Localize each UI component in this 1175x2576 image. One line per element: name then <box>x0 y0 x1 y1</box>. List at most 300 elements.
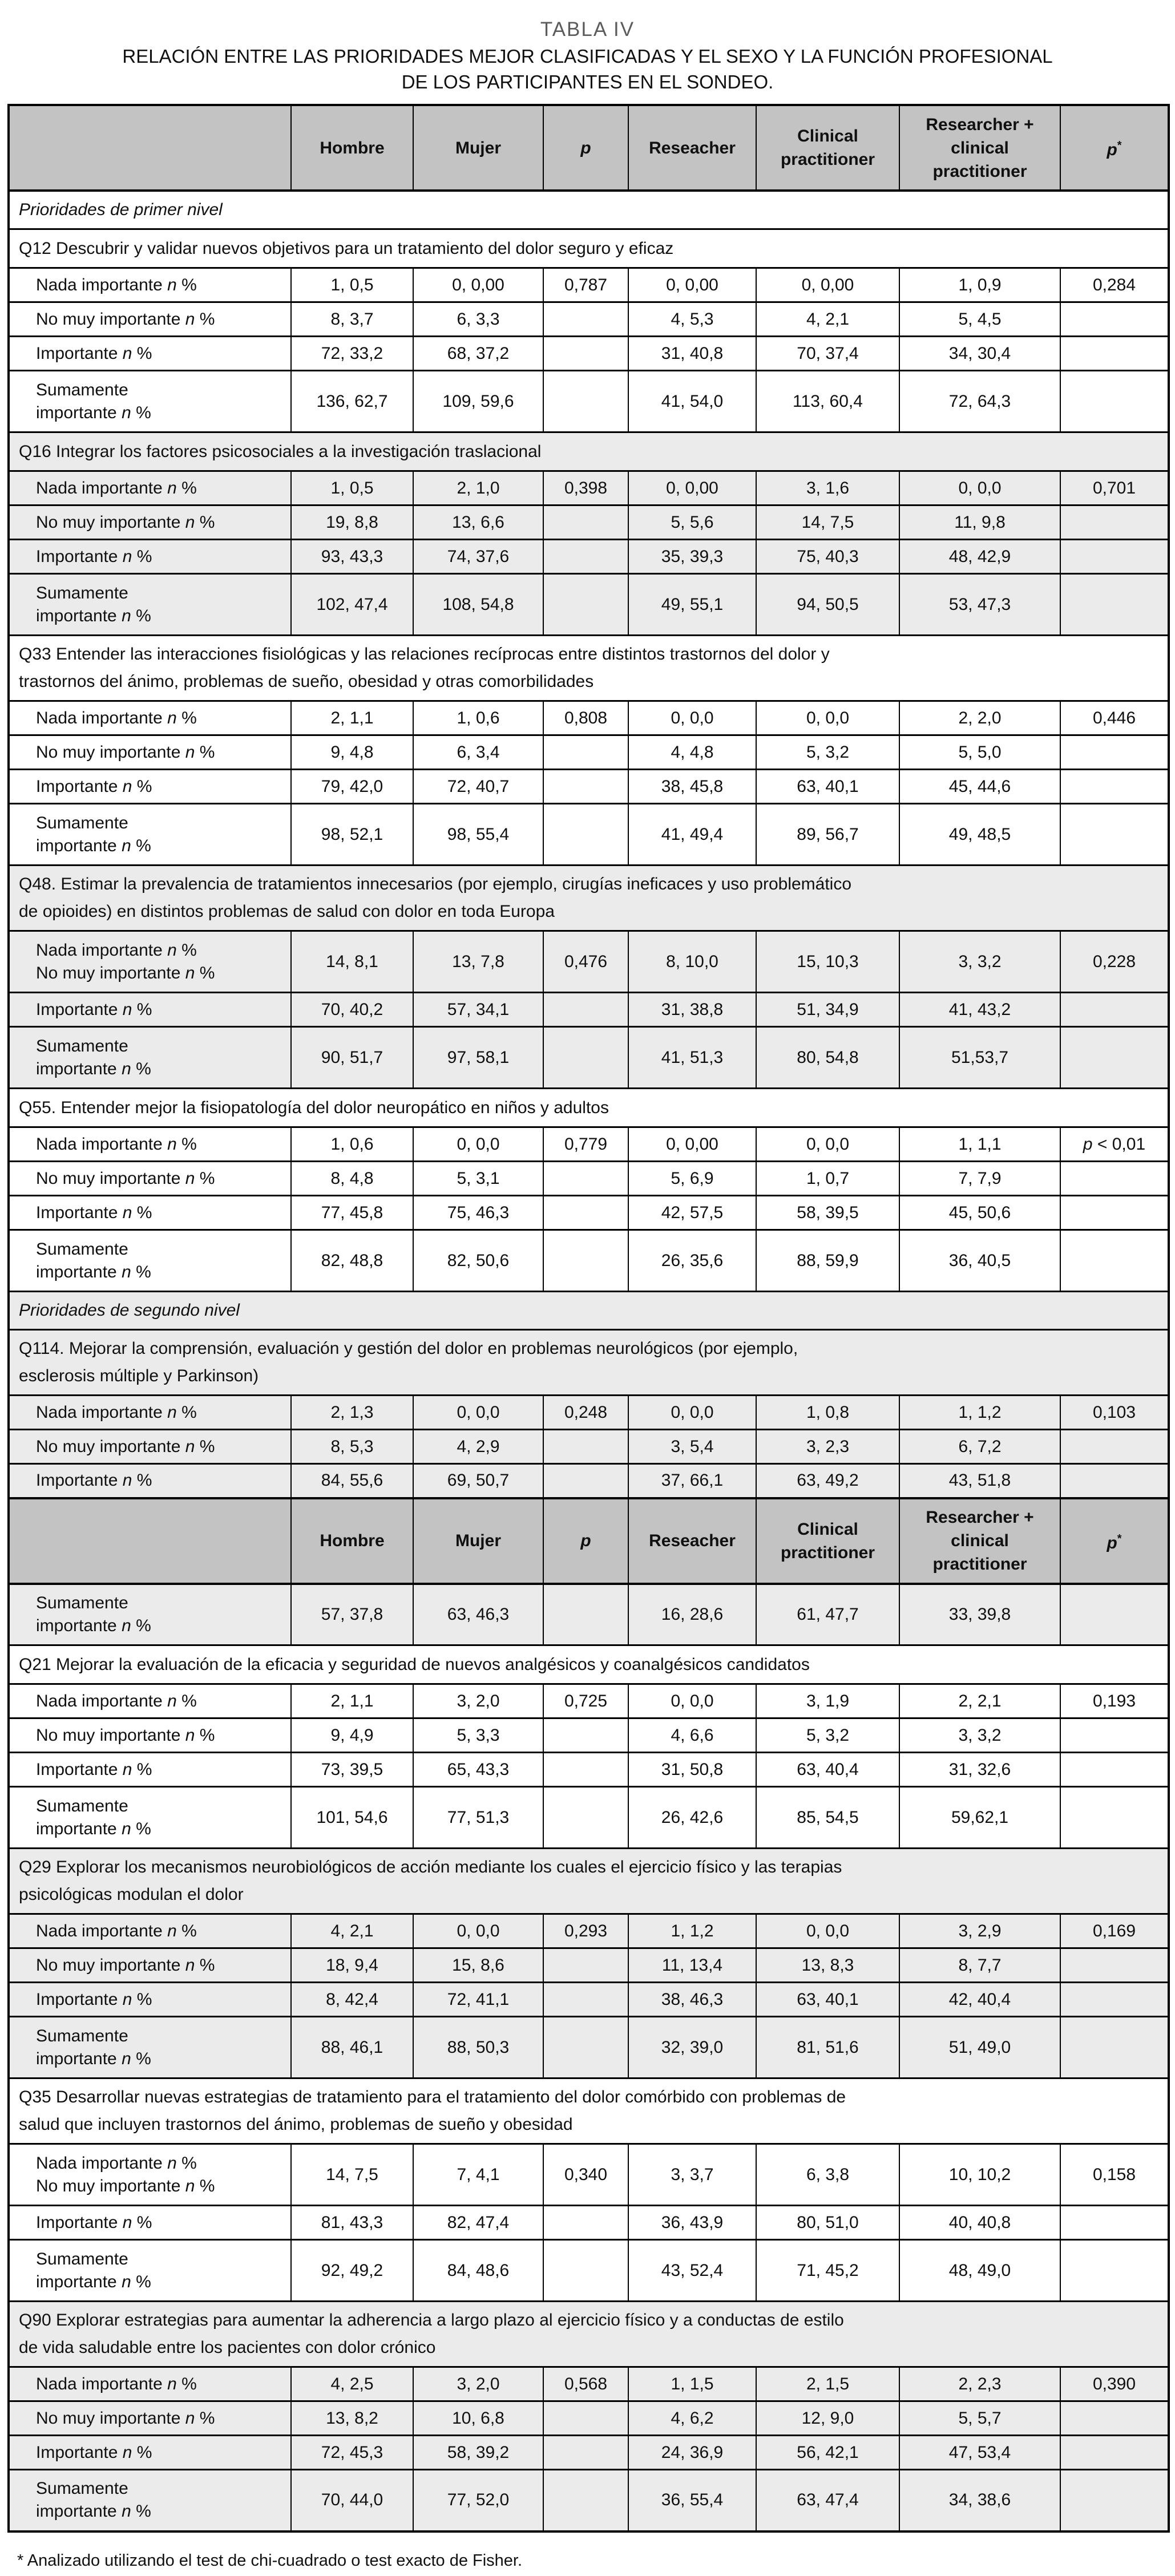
question-title: Q90 Explorar estrategias para aumentar la adherencia a largo plazo al ejercicio físico y a conductas de estilo de vida saludable entre los pacientes con dolor crónico <box>9 2302 1169 2367</box>
row-label: No muy importante n % <box>9 2401 291 2436</box>
value-cell <box>543 804 628 866</box>
value-cell <box>1060 574 1169 636</box>
value-cell: 92, 49,2 <box>291 2240 413 2302</box>
question-title-row <box>9 1645 1169 1684</box>
value-cell: 8, 7,7 <box>899 1948 1060 1983</box>
value-cell: 0, 0,0 <box>899 471 1060 506</box>
value-cell <box>543 1584 628 1645</box>
value-cell: 69, 50,7 <box>413 1464 543 1498</box>
data-row <box>9 1718 1169 1753</box>
value-cell: 4, 2,1 <box>291 1914 413 1948</box>
data-row <box>9 1914 1169 1948</box>
value-cell <box>1060 1430 1169 1464</box>
value-cell: 48, 42,9 <box>899 540 1060 574</box>
data-row <box>9 931 1169 993</box>
value-cell: 94, 50,5 <box>756 574 899 636</box>
value-cell: 81, 43,3 <box>291 2206 413 2240</box>
value-cell: 7, 7,9 <box>899 1162 1060 1196</box>
value-cell: 88, 46,1 <box>291 2017 413 2078</box>
data-row <box>9 540 1169 574</box>
data-row <box>9 302 1169 337</box>
column-header: p <box>543 105 628 191</box>
value-cell: 79, 42,0 <box>291 770 413 804</box>
value-cell: 5, 6,9 <box>628 1162 756 1196</box>
value-cell: 72, 64,3 <box>899 371 1060 432</box>
question-title: Q29 Explorar los mecanismos neurobiológicos de acción mediante los cuales el ejercicio físico y las terapias psicológicas modulan el dolor <box>9 1849 1169 1914</box>
value-cell: 0,398 <box>543 471 628 506</box>
table-title-line-2: DE LOS PARTICIPANTES EN EL SONDEO. <box>401 71 774 92</box>
value-cell: 63, 40,4 <box>756 1753 899 1787</box>
value-cell: 14, 7,5 <box>291 2144 413 2206</box>
data-row <box>9 1684 1169 1718</box>
value-cell: 14, 8,1 <box>291 931 413 993</box>
row-label: No muy importante n % <box>9 1718 291 1753</box>
value-cell <box>543 506 628 540</box>
value-cell: 0, 0,0 <box>413 1914 543 1948</box>
data-row <box>9 268 1169 302</box>
value-cell: 82, 47,4 <box>413 2206 543 2240</box>
value-cell: 80, 51,0 <box>756 2206 899 2240</box>
results-table <box>7 104 1170 2533</box>
value-cell: 53, 47,3 <box>899 574 1060 636</box>
value-cell: 26, 42,6 <box>628 1787 756 1849</box>
value-cell: 57, 34,1 <box>413 993 543 1027</box>
value-cell: 0,779 <box>543 1127 628 1162</box>
column-header: Mujer <box>413 105 543 191</box>
value-cell: 82, 48,8 <box>291 1230 413 1292</box>
column-header: p* <box>1060 105 1169 191</box>
value-cell <box>1060 1196 1169 1230</box>
value-cell: 33, 39,8 <box>899 1584 1060 1645</box>
value-cell: 43, 51,8 <box>899 1464 1060 1498</box>
question-title-row <box>9 636 1169 701</box>
value-cell: 42, 40,4 <box>899 1983 1060 2017</box>
value-cell <box>1060 770 1169 804</box>
value-cell: 13, 8,2 <box>291 2401 413 2436</box>
value-cell: 47, 53,4 <box>899 2436 1060 2470</box>
row-label: Sumamente importante n % <box>9 1787 291 1849</box>
value-cell: 13, 8,3 <box>756 1948 899 1983</box>
value-cell: 0,390 <box>1060 2367 1169 2401</box>
value-cell: 32, 39,0 <box>628 2017 756 2078</box>
value-cell: 0,787 <box>543 268 628 302</box>
row-label: Importante n % <box>9 2436 291 2470</box>
value-cell: 81, 51,6 <box>756 2017 899 2078</box>
value-cell: 0, 0,0 <box>413 1396 543 1430</box>
value-cell: 36, 55,4 <box>628 2470 756 2531</box>
row-label: Nada importante n % <box>9 1684 291 1718</box>
value-cell: 136, 62,7 <box>291 371 413 432</box>
value-cell: 84, 48,6 <box>413 2240 543 2302</box>
value-cell: 1, 0,6 <box>413 701 543 735</box>
question-title: Q16 Integrar los factores psicosociales a la investigación traslacional <box>9 432 1169 471</box>
value-cell <box>1060 1464 1169 1498</box>
value-cell: 3, 2,3 <box>756 1430 899 1464</box>
data-row <box>9 471 1169 506</box>
data-row <box>9 1196 1169 1230</box>
value-cell: 6, 3,8 <box>756 2144 899 2206</box>
value-cell: 41, 43,2 <box>899 993 1060 1027</box>
column-header: Mujer <box>413 1498 543 1584</box>
value-cell: 3, 2,0 <box>413 1684 543 1718</box>
value-cell: 102, 47,4 <box>291 574 413 636</box>
value-cell <box>543 1787 628 1849</box>
value-cell: 10, 6,8 <box>413 2401 543 2436</box>
value-cell <box>543 2240 628 2302</box>
value-cell: 2, 1,1 <box>291 701 413 735</box>
value-cell: 0,701 <box>1060 471 1169 506</box>
value-cell: 4, 5,3 <box>628 302 756 337</box>
data-row <box>9 1948 1169 1983</box>
value-cell <box>1060 735 1169 770</box>
data-row <box>9 1430 1169 1464</box>
value-cell: 0,340 <box>543 2144 628 2206</box>
value-cell: 65, 43,3 <box>413 1753 543 1787</box>
value-cell <box>1060 1162 1169 1196</box>
row-label: Sumamente importante n % <box>9 804 291 866</box>
value-cell: 0, 0,0 <box>756 701 899 735</box>
data-row <box>9 337 1169 371</box>
question-title-row <box>9 2302 1169 2367</box>
value-cell: 0, 0,00 <box>628 471 756 506</box>
value-cell: 5, 3,2 <box>756 1718 899 1753</box>
value-cell: 51, 49,0 <box>899 2017 1060 2078</box>
column-header: p* <box>1060 1498 1169 1584</box>
question-title-row <box>9 229 1169 268</box>
value-cell: 0, 0,00 <box>413 268 543 302</box>
row-label: Sumamente importante n % <box>9 1027 291 1089</box>
value-cell: 5, 4,5 <box>899 302 1060 337</box>
column-header: Researcher + clinical practitioner <box>899 105 1060 191</box>
value-cell <box>1060 1027 1169 1089</box>
value-cell <box>543 2206 628 2240</box>
empty-header-cell <box>9 105 291 191</box>
value-cell <box>543 302 628 337</box>
results-table-body <box>9 105 1169 2531</box>
data-row <box>9 2206 1169 2240</box>
row-label: Sumamente importante n % <box>9 574 291 636</box>
row-label: Importante n % <box>9 1753 291 1787</box>
column-header: p <box>543 1498 628 1584</box>
value-cell <box>1060 371 1169 432</box>
value-cell: 41, 54,0 <box>628 371 756 432</box>
value-cell: 61, 47,7 <box>756 1584 899 1645</box>
row-label: Importante n % <box>9 770 291 804</box>
value-cell: 0,228 <box>1060 931 1169 993</box>
data-row <box>9 2401 1169 2436</box>
value-cell <box>1060 2436 1169 2470</box>
data-row <box>9 735 1169 770</box>
value-cell <box>543 1948 628 1983</box>
value-cell: 31, 38,8 <box>628 993 756 1027</box>
value-cell: 5, 3,1 <box>413 1162 543 1196</box>
value-cell: 59,62,1 <box>899 1787 1060 1849</box>
data-row <box>9 1584 1169 1645</box>
value-cell: 4, 2,9 <box>413 1430 543 1464</box>
value-cell <box>1060 1718 1169 1753</box>
value-cell: 75, 40,3 <box>756 540 899 574</box>
value-cell: 0,446 <box>1060 701 1169 735</box>
data-row <box>9 2017 1169 2078</box>
value-cell: 3, 1,9 <box>756 1684 899 1718</box>
value-cell <box>543 1430 628 1464</box>
value-cell: 5, 3,3 <box>413 1718 543 1753</box>
row-label: Sumamente importante n % <box>9 371 291 432</box>
value-cell: 0,193 <box>1060 1684 1169 1718</box>
value-cell <box>1060 2206 1169 2240</box>
value-cell: 8, 3,7 <box>291 302 413 337</box>
row-label: Nada importante n % <box>9 268 291 302</box>
row-label: Sumamente importante n % <box>9 2240 291 2302</box>
value-cell: 6, 7,2 <box>899 1430 1060 1464</box>
value-cell: 45, 44,6 <box>899 770 1060 804</box>
value-cell: 3, 2,9 <box>899 1914 1060 1948</box>
priority-level-label: Prioridades de primer nivel <box>9 191 1169 229</box>
table-number: TABLA IV <box>540 18 635 41</box>
data-row <box>9 770 1169 804</box>
value-cell: 75, 46,3 <box>413 1196 543 1230</box>
value-cell <box>1060 506 1169 540</box>
value-cell: 34, 38,6 <box>899 2470 1060 2531</box>
value-cell: 58, 39,5 <box>756 1196 899 1230</box>
value-cell: 2, 2,3 <box>899 2367 1060 2401</box>
row-label: Importante n % <box>9 2206 291 2240</box>
value-cell: 5, 5,0 <box>899 735 1060 770</box>
value-cell: 12, 9,0 <box>756 2401 899 2436</box>
value-cell: 57, 37,8 <box>291 1584 413 1645</box>
value-cell <box>1060 993 1169 1027</box>
value-cell <box>1060 302 1169 337</box>
row-label: Nada importante n % <box>9 1914 291 1948</box>
empty-header-cell <box>9 1498 291 1584</box>
priority-level-row <box>9 191 1169 229</box>
value-cell <box>1060 540 1169 574</box>
value-cell <box>1060 2240 1169 2302</box>
value-cell: 98, 55,4 <box>413 804 543 866</box>
row-label: Nada importante n % <box>9 2367 291 2401</box>
value-cell <box>543 1753 628 1787</box>
value-cell: 97, 58,1 <box>413 1027 543 1089</box>
value-cell: 3, 3,7 <box>628 2144 756 2206</box>
value-cell: p < 0,01 <box>1060 1127 1169 1162</box>
row-label: Importante n % <box>9 1196 291 1230</box>
value-cell <box>543 1230 628 1292</box>
value-cell: 31, 40,8 <box>628 337 756 371</box>
data-row <box>9 993 1169 1027</box>
row-label: Nada importante n % No muy importante n % <box>9 2144 291 2206</box>
value-cell: 8, 10,0 <box>628 931 756 993</box>
column-header: Clinical practitioner <box>756 1498 899 1584</box>
value-cell <box>1060 1787 1169 1849</box>
value-cell: 1, 0,5 <box>291 471 413 506</box>
value-cell: 113, 60,4 <box>756 371 899 432</box>
value-cell: 42, 57,5 <box>628 1196 756 1230</box>
value-cell: 5, 5,6 <box>628 506 756 540</box>
value-cell <box>1060 1948 1169 1983</box>
question-title-row <box>9 432 1169 471</box>
value-cell: 38, 46,3 <box>628 1983 756 2017</box>
value-cell: 70, 44,0 <box>291 2470 413 2531</box>
value-cell: 4, 6,6 <box>628 1718 756 1753</box>
value-cell <box>543 1196 628 1230</box>
value-cell: 51, 34,9 <box>756 993 899 1027</box>
value-cell <box>543 574 628 636</box>
value-cell <box>543 2436 628 2470</box>
data-row <box>9 804 1169 866</box>
value-cell: 13, 7,8 <box>413 931 543 993</box>
value-cell: 48, 49,0 <box>899 2240 1060 2302</box>
value-cell: 63, 47,4 <box>756 2470 899 2531</box>
question-title-row <box>9 1849 1169 1914</box>
row-label: Nada importante n % <box>9 701 291 735</box>
value-cell <box>543 371 628 432</box>
value-cell: 34, 30,4 <box>899 337 1060 371</box>
value-cell: 9, 4,9 <box>291 1718 413 1753</box>
data-row <box>9 371 1169 432</box>
value-cell: 0, 0,0 <box>756 1127 899 1162</box>
row-label: Nada importante n % <box>9 1396 291 1430</box>
value-cell: 89, 56,7 <box>756 804 899 866</box>
data-row <box>9 2367 1169 2401</box>
value-cell: 36, 40,5 <box>899 1230 1060 1292</box>
table-caption <box>0 0 1175 95</box>
value-cell: 3, 3,2 <box>899 931 1060 993</box>
question-title: Q48. Estimar la prevalencia de tratamientos innecesarios (por ejemplo, cirugías ineficaces y uso problemático de opioides) en distintos problemas de salud con dolor en toda Europa <box>9 866 1169 931</box>
value-cell: 63, 46,3 <box>413 1584 543 1645</box>
row-label: No muy importante n % <box>9 302 291 337</box>
value-cell: 38, 45,8 <box>628 770 756 804</box>
value-cell: 0, 0,0 <box>756 1914 899 1948</box>
question-title: Q21 Mejorar la evaluación de la eficacia y seguridad de nuevos analgésicos y coanalgésicos candidatos <box>9 1645 1169 1684</box>
value-cell: 84, 55,6 <box>291 1464 413 1498</box>
data-row <box>9 2240 1169 2302</box>
data-row <box>9 1753 1169 1787</box>
value-cell: 0,293 <box>543 1914 628 1948</box>
value-cell <box>543 1027 628 1089</box>
value-cell: 0,568 <box>543 2367 628 2401</box>
value-cell <box>543 993 628 1027</box>
value-cell: 51,53,7 <box>899 1027 1060 1089</box>
value-cell: 6, 3,3 <box>413 302 543 337</box>
value-cell: 109, 59,6 <box>413 371 543 432</box>
value-cell: 0, 0,0 <box>413 1127 543 1162</box>
value-cell: 77, 52,0 <box>413 2470 543 2531</box>
column-header: Reseacher <box>628 105 756 191</box>
data-row <box>9 506 1169 540</box>
value-cell: 0,284 <box>1060 268 1169 302</box>
row-label: Nada importante n % No muy importante n % <box>9 931 291 993</box>
value-cell: 0,248 <box>543 1396 628 1430</box>
value-cell <box>543 1162 628 1196</box>
data-row <box>9 1396 1169 1430</box>
value-cell: 1, 0,6 <box>291 1127 413 1162</box>
column-header: Reseacher <box>628 1498 756 1584</box>
data-row <box>9 574 1169 636</box>
value-cell: 72, 33,2 <box>291 337 413 371</box>
value-cell: 73, 39,5 <box>291 1753 413 1787</box>
value-cell: 0,808 <box>543 701 628 735</box>
row-label: No muy importante n % <box>9 735 291 770</box>
column-header: Hombre <box>291 105 413 191</box>
value-cell: 1, 1,2 <box>899 1396 1060 1430</box>
value-cell: 1, 0,5 <box>291 268 413 302</box>
value-cell <box>1060 1230 1169 1292</box>
value-cell: 108, 54,8 <box>413 574 543 636</box>
value-cell <box>543 2470 628 2531</box>
value-cell: 49, 48,5 <box>899 804 1060 866</box>
row-label: Sumamente importante n % <box>9 1584 291 1645</box>
value-cell: 0,103 <box>1060 1396 1169 1430</box>
value-cell: 1, 1,2 <box>628 1914 756 1948</box>
value-cell: 6, 3,4 <box>413 735 543 770</box>
value-cell: 0, 0,00 <box>628 1127 756 1162</box>
value-cell: 2, 2,1 <box>899 1684 1060 1718</box>
row-label: Sumamente importante n % <box>9 2017 291 2078</box>
value-cell: 72, 41,1 <box>413 1983 543 2017</box>
value-cell: 3, 5,4 <box>628 1430 756 1464</box>
data-row <box>9 1787 1169 1849</box>
value-cell: 1, 0,8 <box>756 1396 899 1430</box>
row-label: Importante n % <box>9 1464 291 1498</box>
table-title-line-1: RELACIÓN ENTRE LAS PRIORIDADES MEJOR CLASIFICADAS Y EL SEXO Y LA FUNCIÓN PROFESIONAL <box>122 46 1053 67</box>
value-cell: 1, 1,5 <box>628 2367 756 2401</box>
value-cell: 11, 9,8 <box>899 506 1060 540</box>
column-header-row <box>9 105 1169 191</box>
value-cell: 14, 7,5 <box>756 506 899 540</box>
row-label: Nada importante n % <box>9 1127 291 1162</box>
row-label: No muy importante n % <box>9 506 291 540</box>
question-title: Q55. Entender mejor la fisiopatología del dolor neuropático en niños y adultos <box>9 1089 1169 1127</box>
value-cell <box>543 540 628 574</box>
value-cell: 82, 50,6 <box>413 1230 543 1292</box>
value-cell <box>543 770 628 804</box>
value-cell: 63, 40,1 <box>756 1983 899 2017</box>
data-row <box>9 1127 1169 1162</box>
value-cell <box>1060 1753 1169 1787</box>
question-title-row <box>9 2078 1169 2144</box>
value-cell <box>1060 1584 1169 1645</box>
value-cell: 71, 45,2 <box>756 2240 899 2302</box>
question-title: Q12 Descubrir y validar nuevos objetivos para un tratamiento del dolor seguro y eficaz <box>9 229 1169 268</box>
value-cell: 72, 45,3 <box>291 2436 413 2470</box>
value-cell: 77, 51,3 <box>413 1787 543 1849</box>
value-cell: 11, 13,4 <box>628 1948 756 1983</box>
value-cell <box>1060 2401 1169 2436</box>
value-cell: 93, 43,3 <box>291 540 413 574</box>
data-row <box>9 701 1169 735</box>
column-header-row <box>9 1498 1169 1584</box>
value-cell: 88, 59,9 <box>756 1230 899 1292</box>
value-cell: 5, 3,2 <box>756 735 899 770</box>
footnote: * Analizado utilizando el test de chi-cuadrado o test exacto de Fisher. <box>17 2551 523 2570</box>
data-row <box>9 1027 1169 1089</box>
question-title: Q35 Desarrollar nuevas estrategias de tratamiento para el tratamiento del dolor comórbido con problemas de salud que incluyen trastornos del ánimo, problemas de sueño y obesidad <box>9 2078 1169 2144</box>
value-cell: 8, 5,3 <box>291 1430 413 1464</box>
row-label: Sumamente importante n % <box>9 1230 291 1292</box>
row-label: Importante n % <box>9 1983 291 2017</box>
priority-level-label: Prioridades de segundo nivel <box>9 1292 1169 1330</box>
data-row <box>9 1162 1169 1196</box>
data-row <box>9 2470 1169 2531</box>
value-cell: 90, 51,7 <box>291 1027 413 1089</box>
value-cell: 72, 40,7 <box>413 770 543 804</box>
value-cell: 4, 2,5 <box>291 2367 413 2401</box>
value-cell: 88, 50,3 <box>413 2017 543 2078</box>
value-cell: 2, 1,1 <box>291 1684 413 1718</box>
value-cell <box>543 2017 628 2078</box>
value-cell: 3, 3,2 <box>899 1718 1060 1753</box>
value-cell: 16, 28,6 <box>628 1584 756 1645</box>
